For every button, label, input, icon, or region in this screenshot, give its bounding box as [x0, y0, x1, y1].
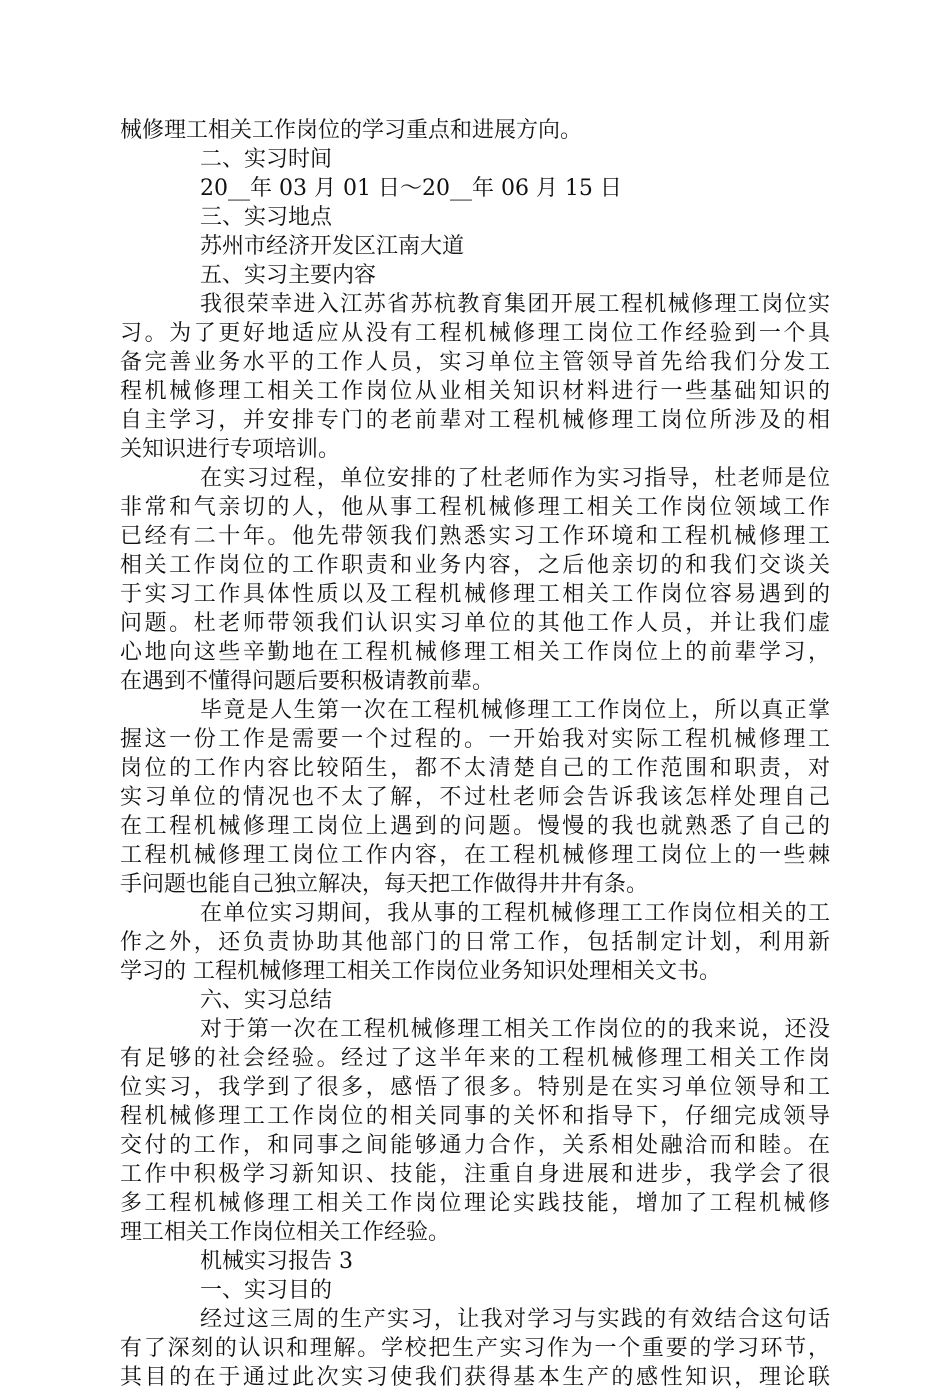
paragraph-line: 已经有二十年。他先带领我们熟悉实习工作环境和工程机械修理工 — [120, 524, 830, 549]
heading-purpose — [120, 1276, 830, 1305]
paragraph-line: 关知识进行专项培训。 — [120, 437, 341, 462]
paragraph-line: 多工程机械修理工相关工作岗位理论实践技能，增加了工程机械修 — [120, 1191, 830, 1216]
paragraph-line: 备完善业务水平的工作人员，实习单位主管领导首先给我们分发工 — [120, 350, 830, 375]
paragraph-line: 于实习工作具体性质以及工程机械修理工相关工作岗位容易遇到的 — [120, 582, 830, 607]
para-purpose — [120, 1305, 830, 1392]
heading-content — [120, 261, 830, 290]
paragraph-line: 习。为了更好地适应从没有工程机械修理工岗位工作经验到一个具 — [120, 321, 830, 346]
paragraph-line: 自主学习，并安排专门的老前辈对工程机械修理工岗位所涉及的相 — [120, 408, 830, 433]
heading-line: 三、实习地点 — [200, 205, 333, 230]
paragraph-line: 手问题也能自己独立解决，每天把工作做得井井有条。 — [120, 872, 649, 897]
paragraph-line: 学习的 工程机械修理工相关工作岗位业务知识处理相关文书。 — [120, 959, 721, 984]
heading-time — [120, 145, 830, 174]
heading-summary — [120, 986, 830, 1015]
paragraph-line: 理工相关工作岗位相关工作经验。 — [120, 1220, 451, 1245]
place-value — [120, 232, 830, 261]
heading-line: 20__年 03 月 01 日～20__年 06 月 15 日 — [200, 176, 622, 201]
paragraph-line: 其目的在于通过此次实习使我们获得基本生产的感性知识，理论联 — [120, 1365, 830, 1390]
document-body — [120, 116, 830, 1392]
paragraph-line: 交付的工作，和同事之间能够通力合作，关系相处融洽而和睦。在 — [120, 1133, 830, 1158]
heading-place — [120, 203, 830, 232]
paragraph-line: 工程机械修理工岗位工作内容，在工程机械修理工岗位上的一些棘 — [120, 843, 830, 868]
paragraph-line: 械修理工相关工作岗位的学习重点和进展方向。 — [120, 118, 583, 143]
paragraph-line: 对于第一次在工程机械修理工相关工作岗位的的我来说，还没 — [200, 1017, 830, 1042]
intro-tail — [120, 116, 830, 145]
paragraph-line: 程机械修理工工作岗位的相关同事的关怀和指导下，仔细完成领导 — [120, 1104, 830, 1129]
paragraph-line: 非常和气亲切的人，他从事工程机械修理工相关工作岗位领域工作 — [120, 495, 830, 520]
para-content-2 — [120, 464, 830, 696]
paragraph-line: 握这一份工作是需要一个过程的。一开始我对实际工程机械修理工 — [120, 727, 830, 752]
paragraph-line: 工作中积极学习新知识、技能，注重自身进展和进步，我学会了很 — [120, 1162, 830, 1187]
para-content-3 — [120, 696, 830, 899]
paragraph-line: 岗位的工作内容比较陌生，都不太清楚自己的工作范围和职责，对 — [120, 756, 830, 781]
heading-report-3 — [120, 1247, 830, 1276]
paragraph-line: 毕竟是人生第一次在工程机械修理工工作岗位上，所以真正掌 — [200, 698, 830, 723]
heading-line: 二、实习时间 — [200, 147, 333, 172]
heading-line: 机械实习报告 3 — [200, 1249, 353, 1274]
heading-line: 六、实习总结 — [200, 988, 333, 1013]
paragraph-line: 位实习，我学到了很多，感悟了很多。特别是在实习单位领导和工 — [120, 1075, 830, 1100]
paragraph-line: 我很荣幸进入江苏省苏杭教育集团开展工程机械修理工岗位实 — [200, 292, 830, 317]
para-content-1 — [120, 290, 830, 464]
heading-line: 一、实习目的 — [200, 1278, 333, 1303]
paragraph-line: 在遇到不懂得问题后要积极请教前辈。 — [120, 669, 495, 694]
time-value — [120, 174, 830, 203]
paragraph-line: 问题。杜老师带领我们认识实习单位的其他工作人员，并让我们虚 — [120, 611, 830, 636]
paragraph-line: 在实习过程，单位安排的了杜老师作为实习指导，杜老师是位 — [200, 466, 830, 491]
paragraph-line: 作之外，还负责协助其他部门的日常工作，包括制定计划，利用新 — [120, 930, 830, 955]
paragraph-line: 在工程机械修理工岗位上遇到的问题。慢慢的我也就熟悉了自己的 — [120, 814, 830, 839]
paragraph-line: 相关工作岗位的工作职责和业务内容，之后他亲切的和我们交谈关 — [120, 553, 830, 578]
paragraph-line: 心地向这些辛勤地在工程机械修理工相关工作岗位上的前辈学习， — [120, 640, 830, 665]
paragraph-line: 有足够的社会经验。经过了这半年来的工程机械修理工相关工作岗 — [120, 1046, 830, 1071]
heading-line: 五、实习主要内容 — [200, 263, 377, 288]
paragraph-line: 程机械修理工相关工作岗位从业相关知识材料进行一些基础知识的 — [120, 379, 830, 404]
heading-line: 苏州市经济开发区江南大道 — [200, 234, 465, 259]
para-content-4 — [120, 899, 830, 986]
paragraph-line: 经过这三周的生产实习，让我对学习与实践的有效结合这句话 — [200, 1307, 830, 1332]
paragraph-line: 有了深刻的认识和理解。学校把生产实习作为一个重要的学习环节， — [120, 1336, 830, 1361]
para-summary — [120, 1015, 830, 1247]
paragraph-line: 在单位实习期间，我从事的工程机械修理工工作岗位相关的工 — [200, 901, 830, 926]
paragraph-line: 实习单位的情况也不太了解，不过杜老师会告诉我该怎样处理自己 — [120, 785, 830, 810]
